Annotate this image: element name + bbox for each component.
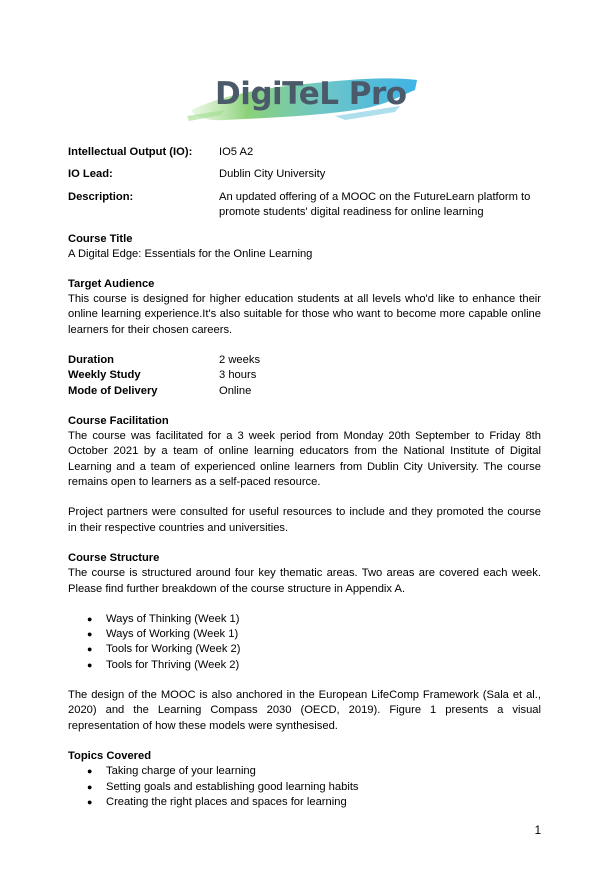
duration-label: Duration [68,353,114,366]
list-item: ● Taking charge of your learning [68,764,541,779]
description-value: An updated offering of a MOOC on the FutureLearn platform to promote students' digital readiness for online learning [219,190,531,218]
target-audience-heading: Target Audience [68,277,155,290]
io-lead-row [68,167,541,182]
description-label: Description: [68,190,134,203]
list-item: ● Tools for Working (Week 2) [68,642,541,657]
mode-of-delivery-label: Mode of Delivery [68,384,158,397]
structure-heading: Course Structure [68,551,160,564]
io-lead-label: IO Lead: [68,168,113,181]
course-title-text: A Digital Edge: Essentials for the Online Learning [68,248,313,261]
io-row [68,145,541,160]
list-item: ● Ways of Thinking (Week 1) [68,612,541,627]
topics-list [68,764,541,810]
list-item: ● Setting goals and establishing good learning habits [68,780,541,795]
description-row [68,190,541,221]
weekly-study-row [68,368,541,383]
facilitation-paragraph-2: Project partners were consulted for useful resources to include and they promoted the course in their respective countries and universities. [68,506,541,534]
mode-of-delivery-row [68,384,541,399]
page-number: 1 [534,825,541,837]
course-title-heading: Course Title [68,233,133,246]
mode-of-delivery-value: Online [219,384,252,397]
design-paragraph: The design of the MOOC is also anchored in the European LifeComp Framework (Sala et al., 2020) and the Learning Compass 2030 (OECD, 2019). Figure 1 presents a visual representation of how these models were synthesised. [68,689,541,732]
target-audience-text: This course is designed for higher education students at all levels who'd like to enhance their online learning experience.It's also suitable for those who want to become more capable online learners for their chosen careers. [68,293,541,336]
duration-value: 2 weeks [219,353,261,366]
list-item: ● Creating the right places and spaces for learning [68,795,541,810]
logo-text: DigiTeL Pro [215,76,407,112]
io-label: Intellectual Output (IO): [68,146,193,158]
list-item: ● Tools for Thriving (Week 2) [68,658,541,673]
io-value: IO5 A2 [219,146,254,158]
facilitation-paragraph-1: The course was facilitated for a 3 week period from Monday 20th September to Friday 8th October 2021 by a team of online learning educators from the National Institute of Digital Learning and a team of experienced online learners from Dublin City University. The course remains open to learners as a self-paced resource. [68,430,541,489]
facilitation-heading: Course Facilitation [68,414,169,427]
structure-list [68,612,541,673]
digitel-pro-logo [185,66,425,128]
structure-text: The course is structured around four key thematic areas. Two areas are covered each week. Please find further breakdown of the course structure in Appendix A. [68,567,541,595]
duration-row [68,353,541,368]
list-item: ● Ways of Working (Week 1) [68,627,541,642]
topics-heading: Topics Covered [68,749,152,762]
weekly-study-value: 3 hours [219,369,257,382]
document-body [68,145,541,810]
io-lead-value: Dublin City University [219,168,326,181]
weekly-study-label: Weekly Study [68,369,141,382]
